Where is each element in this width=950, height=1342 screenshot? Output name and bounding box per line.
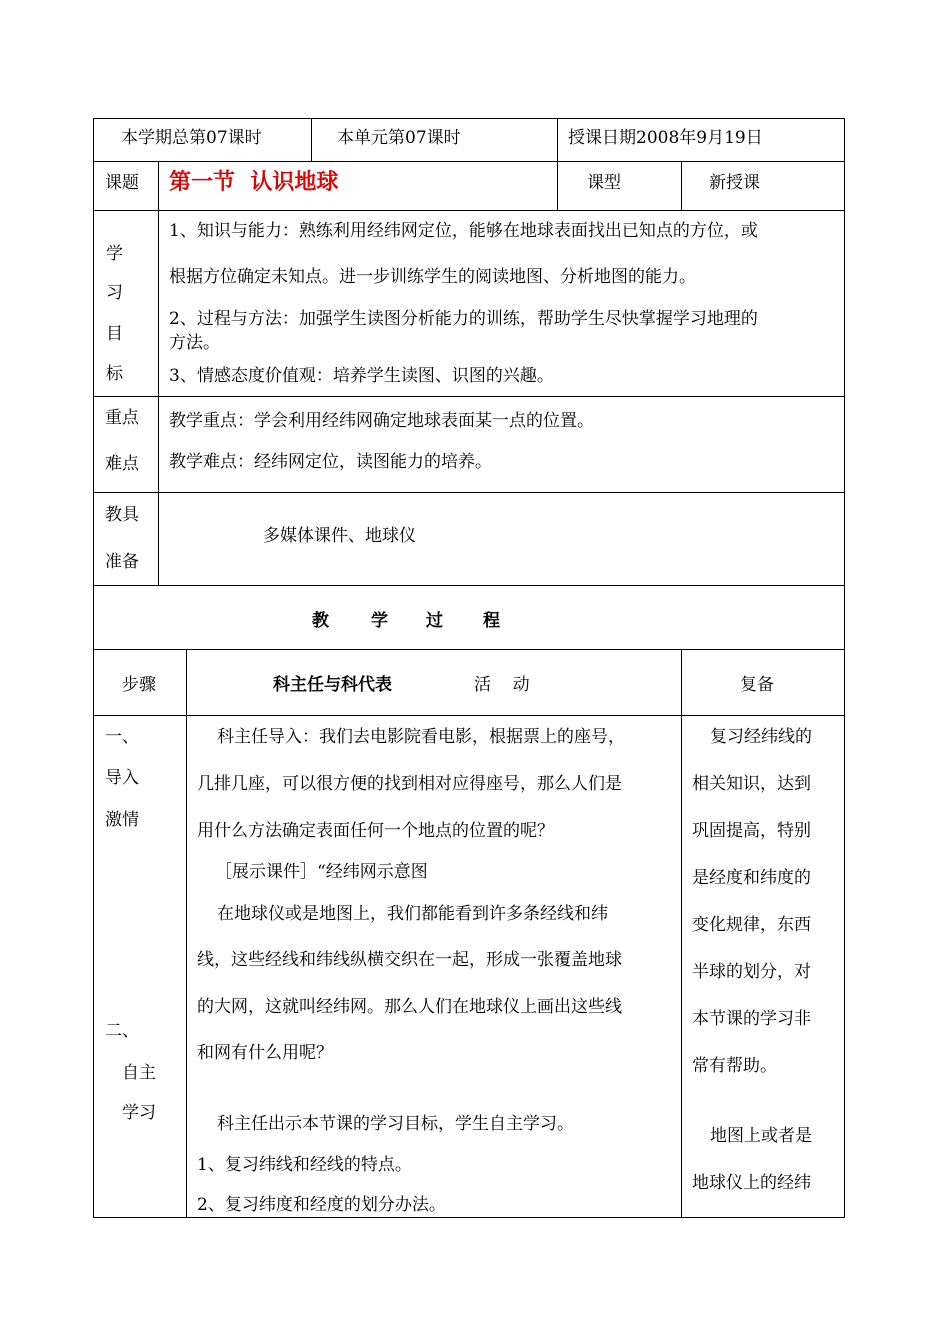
review-text: 是经度和纬度的 xyxy=(692,868,811,888)
activity-text: 几排几座，可以很方便的找到相对应得座号，那么人们是 xyxy=(197,774,622,794)
review-header-cell xyxy=(682,650,845,716)
unit-hours: 本单元第07课时 xyxy=(337,128,461,148)
objective-text: 1、知识与能力：熟练利用经纬网定位，能够在地球表面找出已知点的方位，或 xyxy=(169,221,758,241)
review-text: 变化规律，东西 xyxy=(692,915,811,935)
step-number: 一、 xyxy=(105,727,139,747)
review-cell xyxy=(682,716,845,1218)
review-text: 常有帮助。 xyxy=(692,1056,777,1076)
difficult-label: 难点 xyxy=(105,454,139,474)
objectives-label-char: 学 xyxy=(106,244,123,264)
activity-text: 在地球仪或是地图上，我们都能看到许多条经线和纬 xyxy=(217,904,608,924)
difficult-point-text: 教学难点：经纬网定位，读图能力的培养。 xyxy=(169,452,492,472)
topic-title-cell xyxy=(159,162,558,211)
header-row xyxy=(94,119,845,162)
tools-label: 教具 xyxy=(105,505,139,525)
teaching-body-row xyxy=(94,716,845,1218)
process-title-char: 学 xyxy=(371,611,388,631)
review-text: 复习经纬线的 xyxy=(710,727,812,747)
objective-text: 根据方位确定未知点。进一步训练学生的阅读地图、分析地图的能力。 xyxy=(169,267,696,287)
type-value-cell xyxy=(682,162,845,211)
step-label: 自主 xyxy=(122,1063,156,1083)
review-text: 半球的划分，对 xyxy=(692,962,811,982)
topic-label: 课题 xyxy=(105,173,139,193)
process-title-cell xyxy=(94,586,845,650)
lesson-type-label: 课型 xyxy=(587,173,621,193)
activity-text: 线，这些经线和纬线纵横交织在一起，形成一张覆盖地球 xyxy=(197,950,622,970)
activity-text: 2、复习纬度和经度的划分办法。 xyxy=(197,1195,446,1215)
type-label-cell xyxy=(558,162,682,211)
tools-label: 准备 xyxy=(105,552,139,572)
activity-text: 用什么方法确定表面任何一个地点的位置的呢？ xyxy=(197,821,554,841)
review-text: 巩固提高，特别 xyxy=(692,821,811,841)
objective-text: 2、过程与方法：加强学生读图分析能力的训练，帮助学生尽快掌握学习地理的 xyxy=(169,309,758,329)
process-title-char: 教 xyxy=(312,611,329,631)
tools-row xyxy=(94,493,845,586)
objectives-label-char: 习 xyxy=(106,283,123,303)
step-header-cell xyxy=(94,650,187,716)
objective-text: 方法。 xyxy=(169,333,220,353)
key-points-content-cell xyxy=(159,397,845,493)
lesson-title: 第一节 认识地球 xyxy=(169,170,339,195)
activity-header-cell xyxy=(187,650,682,716)
activity-text: ［展示课件］“经纬网示意图 xyxy=(215,862,428,882)
step-number: 二、 xyxy=(105,1021,139,1041)
activity-text: 和网有什么用呢？ xyxy=(197,1043,333,1063)
key-points-label-cell xyxy=(94,397,159,493)
activity-header-bold: 科主任与科代表 xyxy=(273,675,392,695)
key-point-text: 教学重点：学会利用经纬网确定地球表面某一点的位置。 xyxy=(169,411,594,431)
lesson-plan-table xyxy=(93,118,845,1218)
steps-cell xyxy=(94,716,187,1218)
column-header-row xyxy=(94,650,845,716)
activity-text: 的大网，这就叫经纬网。那么人们在地球仪上画出这些线 xyxy=(197,997,622,1017)
process-title-char: 过 xyxy=(426,611,443,631)
review-text: 相关知识，达到 xyxy=(692,774,811,794)
topic-label-cell xyxy=(94,162,159,211)
review-text: 地图上或者是 xyxy=(710,1126,812,1146)
objectives-label-char: 标 xyxy=(106,364,123,384)
review-text: 地球仪上的经纬 xyxy=(692,1173,811,1193)
lesson-date: 授课日期2008年9月19日 xyxy=(568,128,763,148)
review-header: 复备 xyxy=(740,675,774,695)
unit-hours-cell xyxy=(312,119,558,162)
key-points-row xyxy=(94,397,845,493)
objectives-content-cell xyxy=(159,211,845,397)
activity-text: 科主任出示本节课的学习目标，学生自主学习。 xyxy=(217,1114,574,1134)
objectives-row xyxy=(94,211,845,397)
activity-cell xyxy=(187,716,682,1218)
objective-text: 3、情感态度价值观：培养学生读图、识图的兴趣。 xyxy=(169,366,554,386)
activity-header-plain: 活 动 xyxy=(474,675,530,695)
lesson-type-value: 新授课 xyxy=(709,173,760,193)
step-label: 学习 xyxy=(122,1103,156,1123)
key-label: 重点 xyxy=(105,408,139,428)
activity-text: 1、复习纬线和经线的特点。 xyxy=(197,1155,412,1175)
review-text: 本节课的学习非 xyxy=(692,1009,811,1029)
step-header: 步骤 xyxy=(122,675,156,695)
total-hours-cell xyxy=(94,119,312,162)
tools-content-cell xyxy=(159,493,845,586)
process-title-char: 程 xyxy=(483,611,500,631)
objectives-label-char: 目 xyxy=(106,324,123,344)
tools-label-cell xyxy=(94,493,159,586)
step-label: 导入 xyxy=(105,768,139,788)
lesson-date-cell xyxy=(558,119,845,162)
step-label: 激情 xyxy=(105,810,139,830)
objectives-label-cell xyxy=(94,211,159,397)
process-title-row xyxy=(94,586,845,650)
topic-row xyxy=(94,162,845,211)
activity-text: 科主任导入：我们去电影院看电影，根据票上的座号， xyxy=(217,727,625,747)
tools-value: 多媒体课件、地球仪 xyxy=(263,526,416,546)
total-hours: 本学期总第07课时 xyxy=(121,128,262,148)
